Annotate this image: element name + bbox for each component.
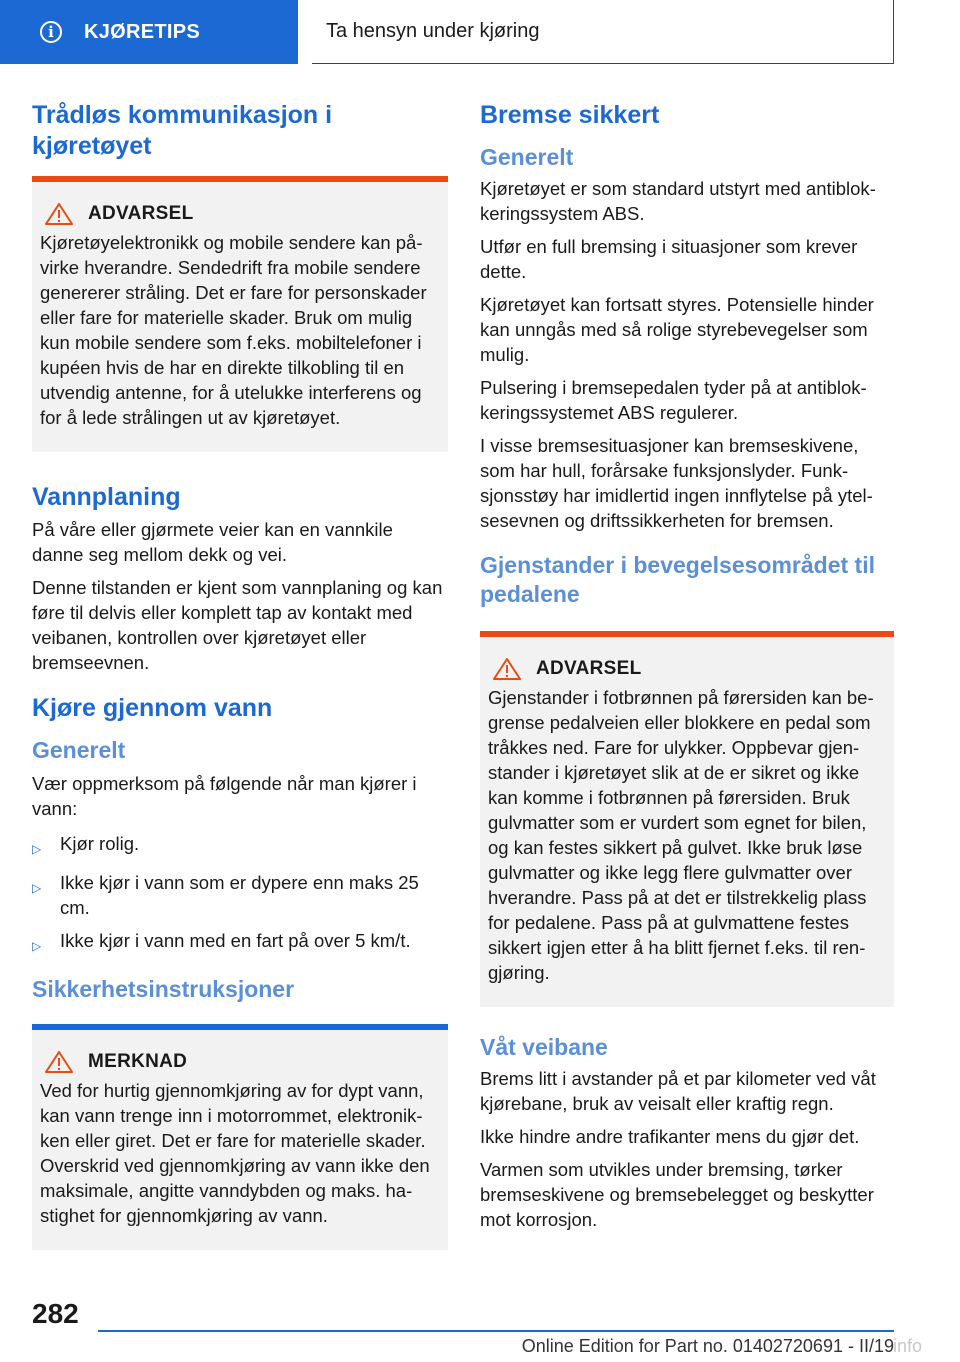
paragraph: Pulsering i bremsepedalen tyder på at antiblokkeringssystemet ABS regulerer.	[480, 377, 867, 423]
warning-label: ADVARSEL	[88, 203, 194, 224]
warning-box-wireless	[32, 176, 448, 452]
paragraph: Kjøretøyet kan fortsatt styres. Potensielle hinder kan unngås med så rolige styrebevegelser som mulig.	[480, 294, 874, 365]
subheading-pedal-objects: Gjenstander i bevegelsesområdet til pedalene	[480, 552, 875, 607]
note-box-water	[32, 1024, 448, 1250]
right-column	[480, 100, 894, 1240]
paragraph: Denne tilstanden er kjent som vannplaning og kan føre til delvis eller komplett tap av kontakt med veibanen, kontrollen over kjøretøyet eller bremseevnen.	[32, 577, 443, 673]
triangle-bullet-icon: ▷	[32, 881, 42, 895]
info-icon: i	[40, 21, 62, 43]
triangle-bullet-icon: ▷	[32, 939, 42, 953]
section-title: Ta hensyn under kjøring	[326, 20, 540, 42]
heading-hydroplaning: Vannplaning	[32, 483, 181, 511]
edition-text: Online Edition for Part no. 01402720691 - II/19	[521, 1336, 894, 1356]
paragraph: Brems litt i avstander på et par kilometer ved våt kjørebane, bruk av veisalt eller kraftig regn.	[480, 1068, 876, 1114]
warning-label: ADVARSEL	[536, 658, 642, 679]
note-label: MERKNAD	[88, 1051, 188, 1072]
paragraph: Vær oppmerksom på følgende når man kjører i vann:	[32, 773, 417, 819]
warning-box-header	[40, 202, 438, 226]
warning-triangle-icon	[492, 657, 522, 681]
subheading-safety-instructions: Sikkerhetsinstruksjoner	[32, 976, 295, 1002]
paragraph: På våre eller gjørmete veier kan en vannkile danne seg mellom dekk og vei.	[32, 519, 393, 565]
list-item-text: Ikke kjør i vann med en fart på over 5 km/t.	[60, 930, 411, 951]
list-item-text: Kjør rolig.	[60, 833, 140, 854]
triangle-bullet-icon: ▷	[32, 842, 42, 856]
list-item-text: Ikke kjør i vann som er dypere enn maks 25 cm.	[60, 872, 419, 918]
footer-divider	[98, 1330, 894, 1332]
heading-driving-through-water: Kjøre gjennom vann	[32, 694, 273, 722]
paragraph: Utfør en full bremsing i situasjoner som krever dette.	[480, 236, 858, 282]
bullet-list	[32, 831, 448, 959]
list-item	[32, 831, 448, 862]
page-number: 282	[32, 1298, 79, 1329]
subheading-general: Generelt	[32, 737, 126, 763]
section-header	[312, 0, 894, 64]
list-item	[32, 870, 448, 920]
watermark: info	[892, 1336, 922, 1356]
paragraph: I visse bremsesituasjoner kan bremseskivene, som har hull, forårsake funksjonslyder. Funksjonsstøy har imidlertid ingen innflytelse på ytelsesevnen og driftssikkerheten for bremsen.	[480, 435, 873, 531]
paragraph: Kjøretøyet er som standard utstyrt med antiblokkeringssystem ABS.	[480, 178, 876, 224]
subheading-wet-road: Våt veibane	[480, 1034, 608, 1060]
chapter-tab[interactable]	[0, 0, 298, 64]
heading-brake-safely: Bremse sikkert	[480, 101, 660, 129]
list-item	[32, 928, 448, 959]
note-text: Ved for hurtig gjennomkjøring av for dypt vann, kan vann trenge inn i motorrommet, elektronikken eller giret. Det er fare for materielle skader. Overskrid ved gjennomkjøring av vann ikke den maksimale, angitte vanndybden og maks. hastighet for gjennomkjøring av vann.	[40, 1080, 430, 1226]
heading-wireless-communication: Trådløs kommunikasjon i kjøretøyet	[32, 101, 333, 160]
paragraph: Varmen som utvikles under bremsing, tørker bremseskivene og bremsebelegget og beskytter mot korrosjon.	[480, 1159, 874, 1230]
note-box-header	[40, 1050, 438, 1074]
warning-box-header	[488, 657, 884, 681]
chapter-tab-label: KJØRETIPS	[84, 20, 201, 43]
warning-text: Gjenstander i fotbrønnen på førersiden kan begrense pedalveien eller blokkere en pedal som tråkkes ned. Fare for ulykker. Oppbevar gjenstander i kjøretøyet slik at de er sikret og ikke kan komme i fotbrønnen på førersiden. Bruk gulvmatter som er vurdert som egnet for bilen, og kan festes sikkert på gulvet. Ikke bruk løse gulvmatter og ikke legg flere gulvmatter over hverandre. Pass på at det er tilstrekkelig plass for pedalene. Pass på at gulvmattene festes sikkert igjen etter å ha blitt fjernet f.eks. til rengjøring.	[488, 687, 874, 983]
warning-box-pedals	[480, 631, 894, 1007]
paragraph: Ikke hindre andre trafikanter mens du gjør det.	[480, 1126, 860, 1147]
warning-triangle-icon	[44, 1050, 74, 1074]
warning-triangle-icon	[44, 202, 74, 226]
subheading-general: Generelt	[480, 144, 574, 170]
left-column	[32, 100, 448, 1250]
warning-text: Kjøretøyelektronikk og mobile sendere kan påvirke hverandre. Sendedrift fra mobile sendere genererer stråling. Det er fare for personskader eller fare for materielle skader. Bruk om mulig kun mobile sendere som f.eks. mobiltelefoner i kupéen hvis de har en direkte tilkobling til en utvendig antenne, for å utelukke interferens og for å lede strålingen ut av kjøretøyet.	[40, 232, 427, 428]
